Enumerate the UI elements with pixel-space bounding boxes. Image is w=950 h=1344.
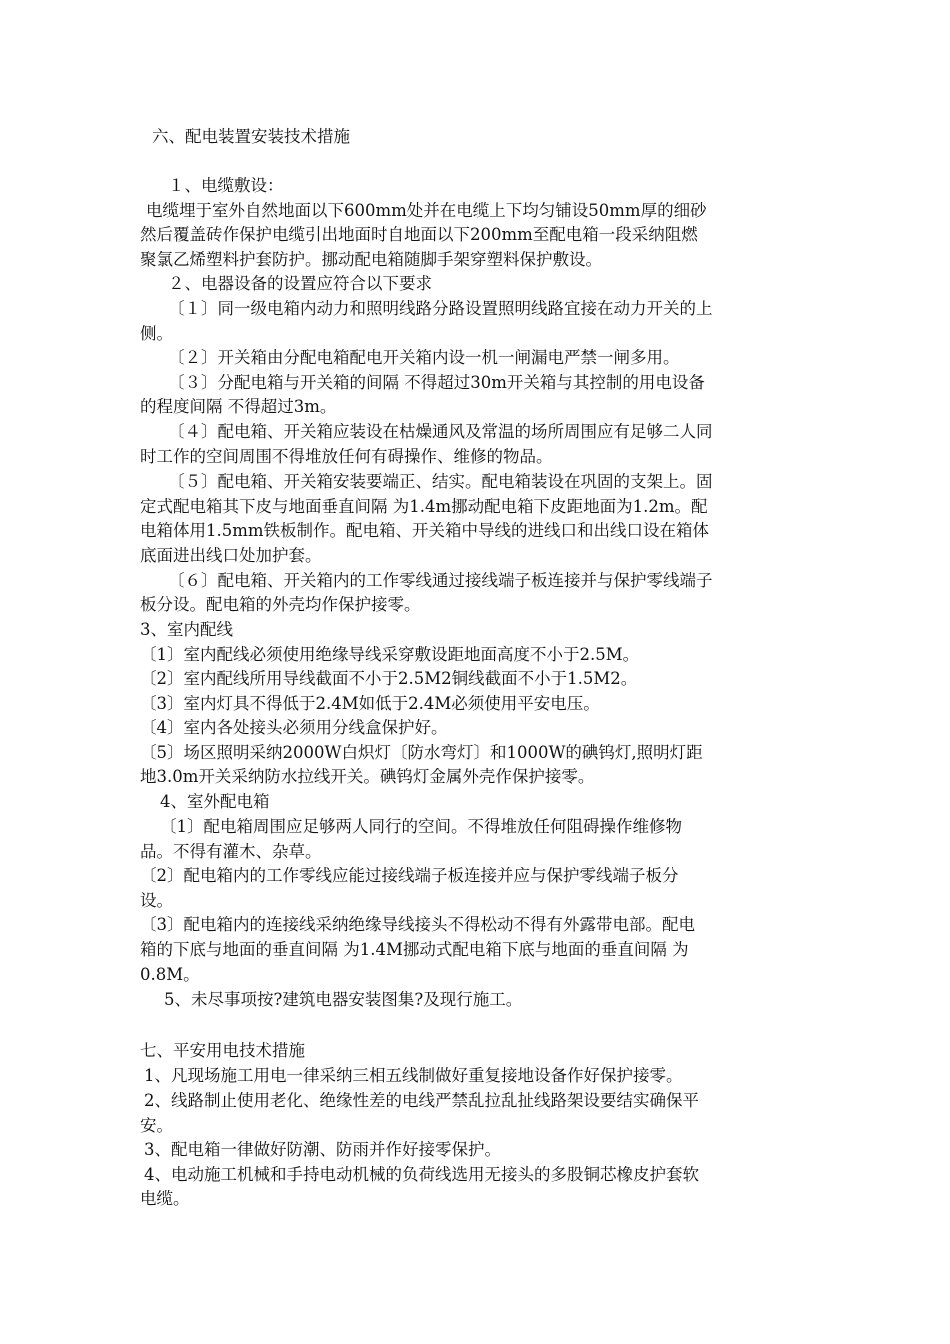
text-line: 六、配电装置安装技术措施: [152, 127, 350, 146]
text-line: 七、平安用电技术措施: [140, 1041, 305, 1060]
text-line: 安。: [140, 1116, 173, 1135]
text-line: 板分设。配电箱的外壳均作保护接零。: [140, 595, 421, 614]
text-line: 5、未尽事项按?建筑电器安装图集?及现行施工。: [164, 990, 523, 1009]
text-line: 4、室外配电箱: [160, 792, 270, 811]
text-line: 〔3〕配电箱内的连接线采纳绝缘导线接头不得松动不得有外露带电部。配电: [140, 915, 695, 934]
text-line: 箱的下底与地面的垂直间隔 为1.4M挪动式配电箱下底与地面的垂直间隔 为: [140, 940, 689, 959]
text-line: 〔3〕室内灯具不得低于2.4M如低于2.4M必须使用平安电压。: [140, 694, 600, 713]
text-line: 3、配电箱一律做好防潮、防雨并作好接零保护。: [144, 1140, 501, 1159]
text-line: 电箱体用1.5mm铁板制作。配电箱、开关箱中导线的进线口和出线口设在箱体: [140, 521, 710, 540]
text-line: 时工作的空间周围不得堆放任何有碍操作、维修的物品。: [140, 447, 553, 466]
text-line: 3、室内配线: [140, 620, 233, 639]
text-line: 〔1〕配电箱周围应足够两人同行的空间。不得堆放任何阻碍操作维修物: [160, 817, 682, 836]
text-line: 电缆埋于室外自然地面以下600mm处并在电缆上下均匀铺设50mm厚的细砂: [146, 201, 707, 220]
text-line: 〔６〕配电箱、开关箱内的工作零线通过接线端子板连接并与保护零线端子: [168, 571, 713, 590]
text-line: 〔2〕室内配线所用导线截面不小于2.5M2铜线截面不小于1.5M2。: [140, 669, 638, 688]
text-line: 〔4〕室内各处接头必须用分线盒保护好。: [140, 718, 448, 737]
text-line: 的程度间隔 不得超过3m。: [140, 397, 337, 416]
text-line: 〔2〕配电箱内的工作零线应能过接线端子板连接并应与保护零线端子板分: [140, 866, 679, 885]
text-line: 聚氯乙烯塑料护套防护。挪动配电箱随脚手架穿塑料保护敷设。: [140, 250, 602, 269]
text-line: 地3.0m开关采纳防水拉线开关。碘钨灯金属外壳作保护接零。: [140, 767, 595, 786]
text-line: 〔1〕室内配线必须使用绝缘导线采穿敷设距地面高度不小于2.5M。: [140, 645, 640, 664]
text-line: 4、电动施工机械和手持电动机械的负荷线选用无接头的多股铜芯橡皮护套软: [144, 1165, 699, 1184]
text-line: 0.8M。: [140, 965, 200, 984]
text-line: 〔２〕开关箱由分配电箱配电开关箱内设一机一闸漏电严禁一闸多用。: [168, 348, 680, 367]
text-line: 〔３〕分配电箱与开关箱的间隔 不得超过30m开关箱与其控制的用电设备: [168, 373, 705, 392]
text-line: ２、电器设备的设置应符合以下要求: [168, 274, 432, 293]
text-line: 〔５〕配电箱、开关箱安装要端正、结实。配电箱装设在巩固的支架上。固: [168, 472, 713, 491]
text-line: 〔１〕同一级电箱内动力和照明线路分路设置照明线路宜接在动力开关的上: [168, 299, 713, 318]
text-line: 定式配电箱其下皮与地面垂直间隔 为1.4m挪动配电箱下皮距地面为1.2m。配: [140, 497, 708, 516]
text-line: 〔5〕场区照明采纳2000W白炽灯〔防水弯灯〕和1000W的碘钨灯,照明灯距: [140, 743, 703, 762]
text-line: 侧。: [140, 324, 173, 343]
text-line: 然后覆盖砖作保护电缆引出地面时自地面以下200mm至配电箱一段采纳阻燃: [140, 225, 698, 244]
text-line: 设。: [140, 891, 173, 910]
text-line: 2、线路制止使用老化、绝缘性差的电线严禁乱拉乱扯线路架设要结实确保平: [144, 1091, 699, 1110]
text-line: 〔４〕配电箱、开关箱应装设在枯燥通风及常温的场所周围应有足够二人同: [168, 422, 713, 441]
text-line: １、电缆敷设：: [168, 176, 284, 195]
text-line: 底面进出线口处加护套。: [140, 546, 322, 565]
text-line: 1、凡现场施工用电一律采纳三相五线制做好重复接地设备作好保护接零。: [144, 1066, 683, 1085]
text-line: 品。不得有灌木、杂草。: [140, 842, 322, 861]
text-line: 电缆。: [140, 1189, 190, 1208]
